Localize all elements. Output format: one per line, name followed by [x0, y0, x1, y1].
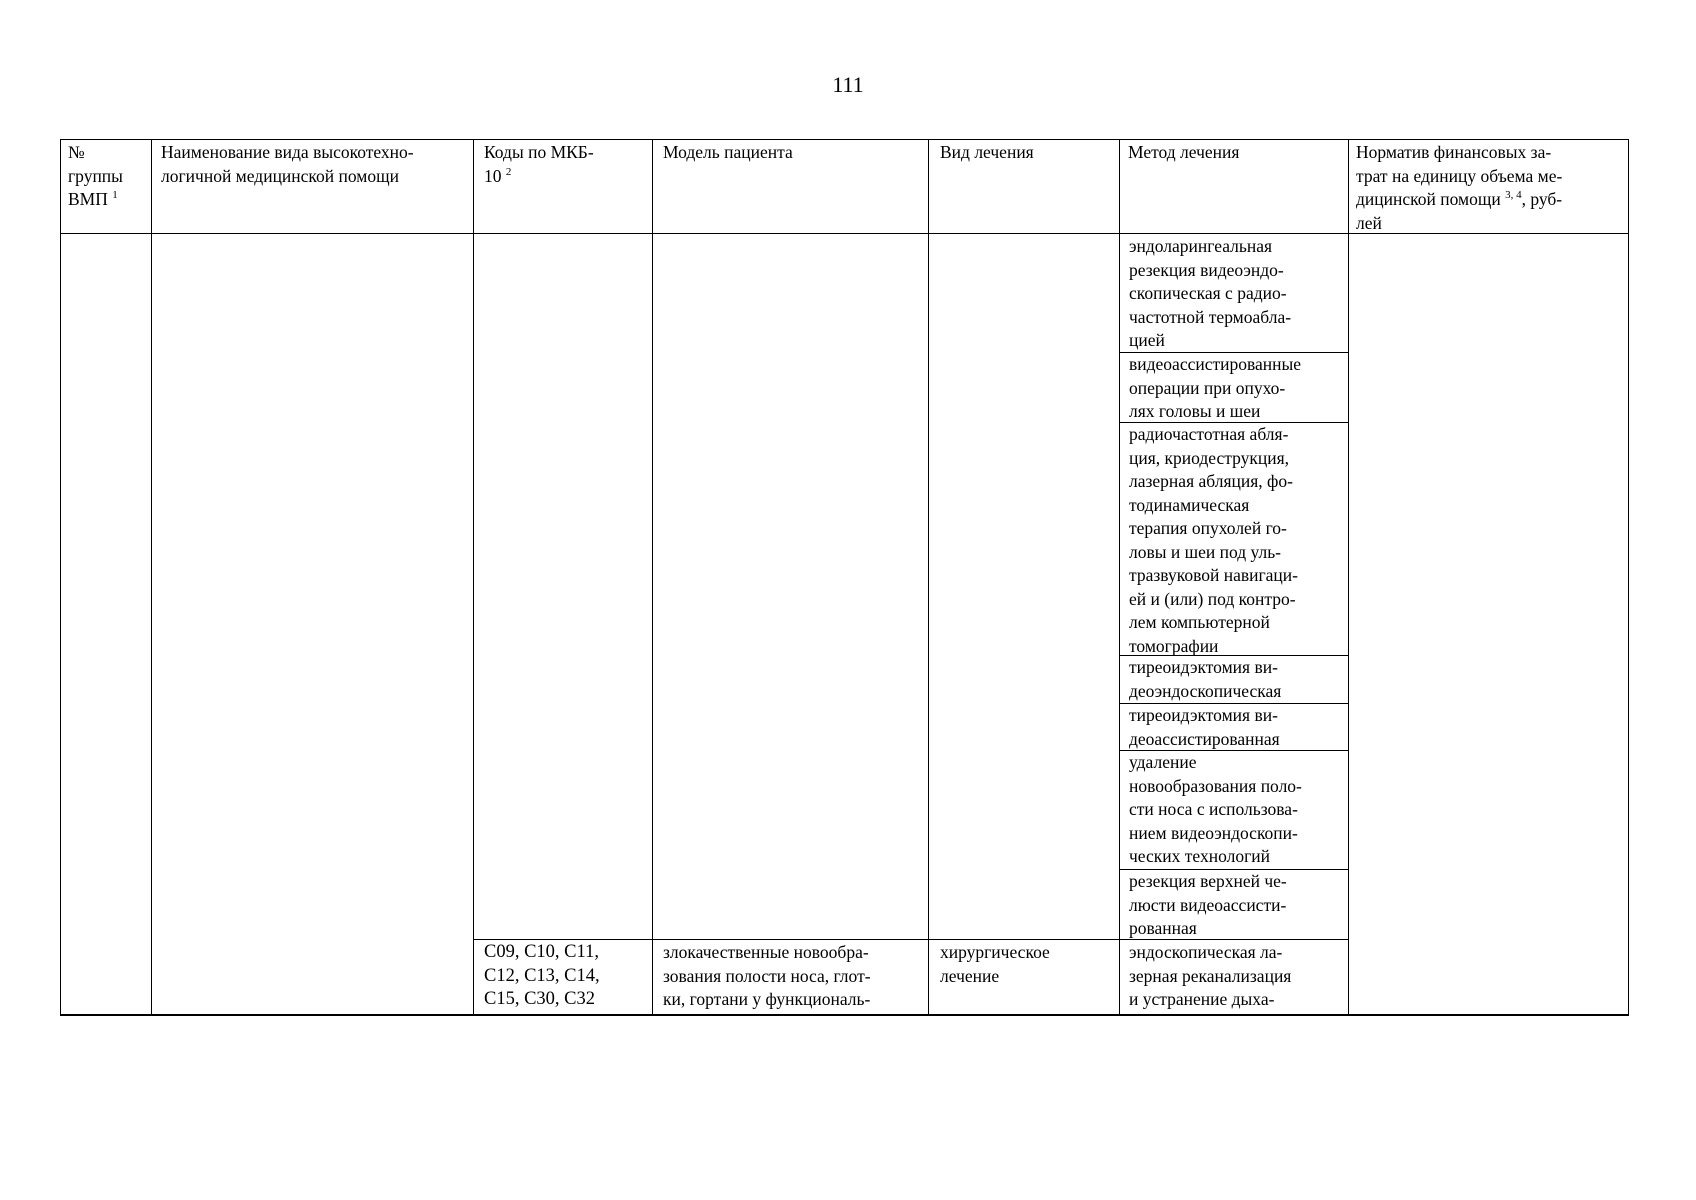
- treatment-type-cell: хирургическое лечение: [940, 942, 1050, 986]
- method-cell: радиочастотная абля- ция, криодеструкция, лазерная абляция, фо- тодинамическая терапия опухолей го- ловы и шеи под уль- тразвуковой навигаци- ей и (или) под контро- лем компьютерной томографии: [1129, 424, 1298, 656]
- header-cost-norm: Норматив финансовых за- трат на единицу объема ме- дицинской помощи $^{3, 4}$, руб- лей: [1356, 142, 1563, 233]
- method-cell: тиреоидэктомия ви- деоэндоскопическая: [1129, 657, 1282, 701]
- method-cell: видеоассистированные операции при опухо- лях головы и шеи: [1129, 354, 1302, 421]
- method-cell: тиреоидэктомия ви- деоассистированная: [1129, 705, 1280, 749]
- column-divider: [1348, 139, 1349, 1016]
- method-cell: эндоскопическая ла- зерная реканализация и устранение дыха-: [1129, 942, 1292, 1009]
- header-patient-model: Модель пациента: [663, 142, 793, 162]
- header-care-name: Наименование вида высокотехно- логичной медицинской помощи: [161, 142, 414, 186]
- method-cell: эндоларингеальная резекция видеоэндо- скопическая с радио- частотной термоабла- цией: [1129, 236, 1292, 350]
- medical-care-table: [60, 139, 1629, 1015]
- header-icd-codes: Коды по МКБ- 10 $^2$: [484, 142, 594, 186]
- page-number: 111: [832, 72, 864, 97]
- header-treatment-method: Метод лечения: [1128, 142, 1240, 162]
- column-divider: [652, 139, 653, 1016]
- column-divider: [928, 139, 929, 1016]
- header-treatment-type: Вид лечения: [940, 142, 1034, 162]
- header-group-number: № группы ВМП $^1$: [68, 142, 123, 209]
- column-divider: [1119, 139, 1120, 1016]
- patient-model-cell: злокачественные новообра- зования полости носа, глот- ки, гортани у функциональ-: [663, 942, 871, 1009]
- column-divider: [473, 139, 474, 1016]
- table-top-border: [60, 139, 1629, 140]
- column-divider: [151, 139, 152, 1016]
- icd-codes-cell: C09, C10, C11, C12, C13, C14, C15, C30, C32: [484, 942, 600, 1009]
- table-left-border: [60, 139, 61, 1016]
- table-bottom-border: [60, 1014, 1629, 1016]
- method-cell: резекция верхней че- люсти видеоассисти- рованная: [1129, 871, 1287, 938]
- method-cell: удаление новообразования поло- сти носа с использова- нием видеоэндоскопи- ческих технологий: [1129, 752, 1302, 866]
- table-right-border: [1628, 139, 1629, 1016]
